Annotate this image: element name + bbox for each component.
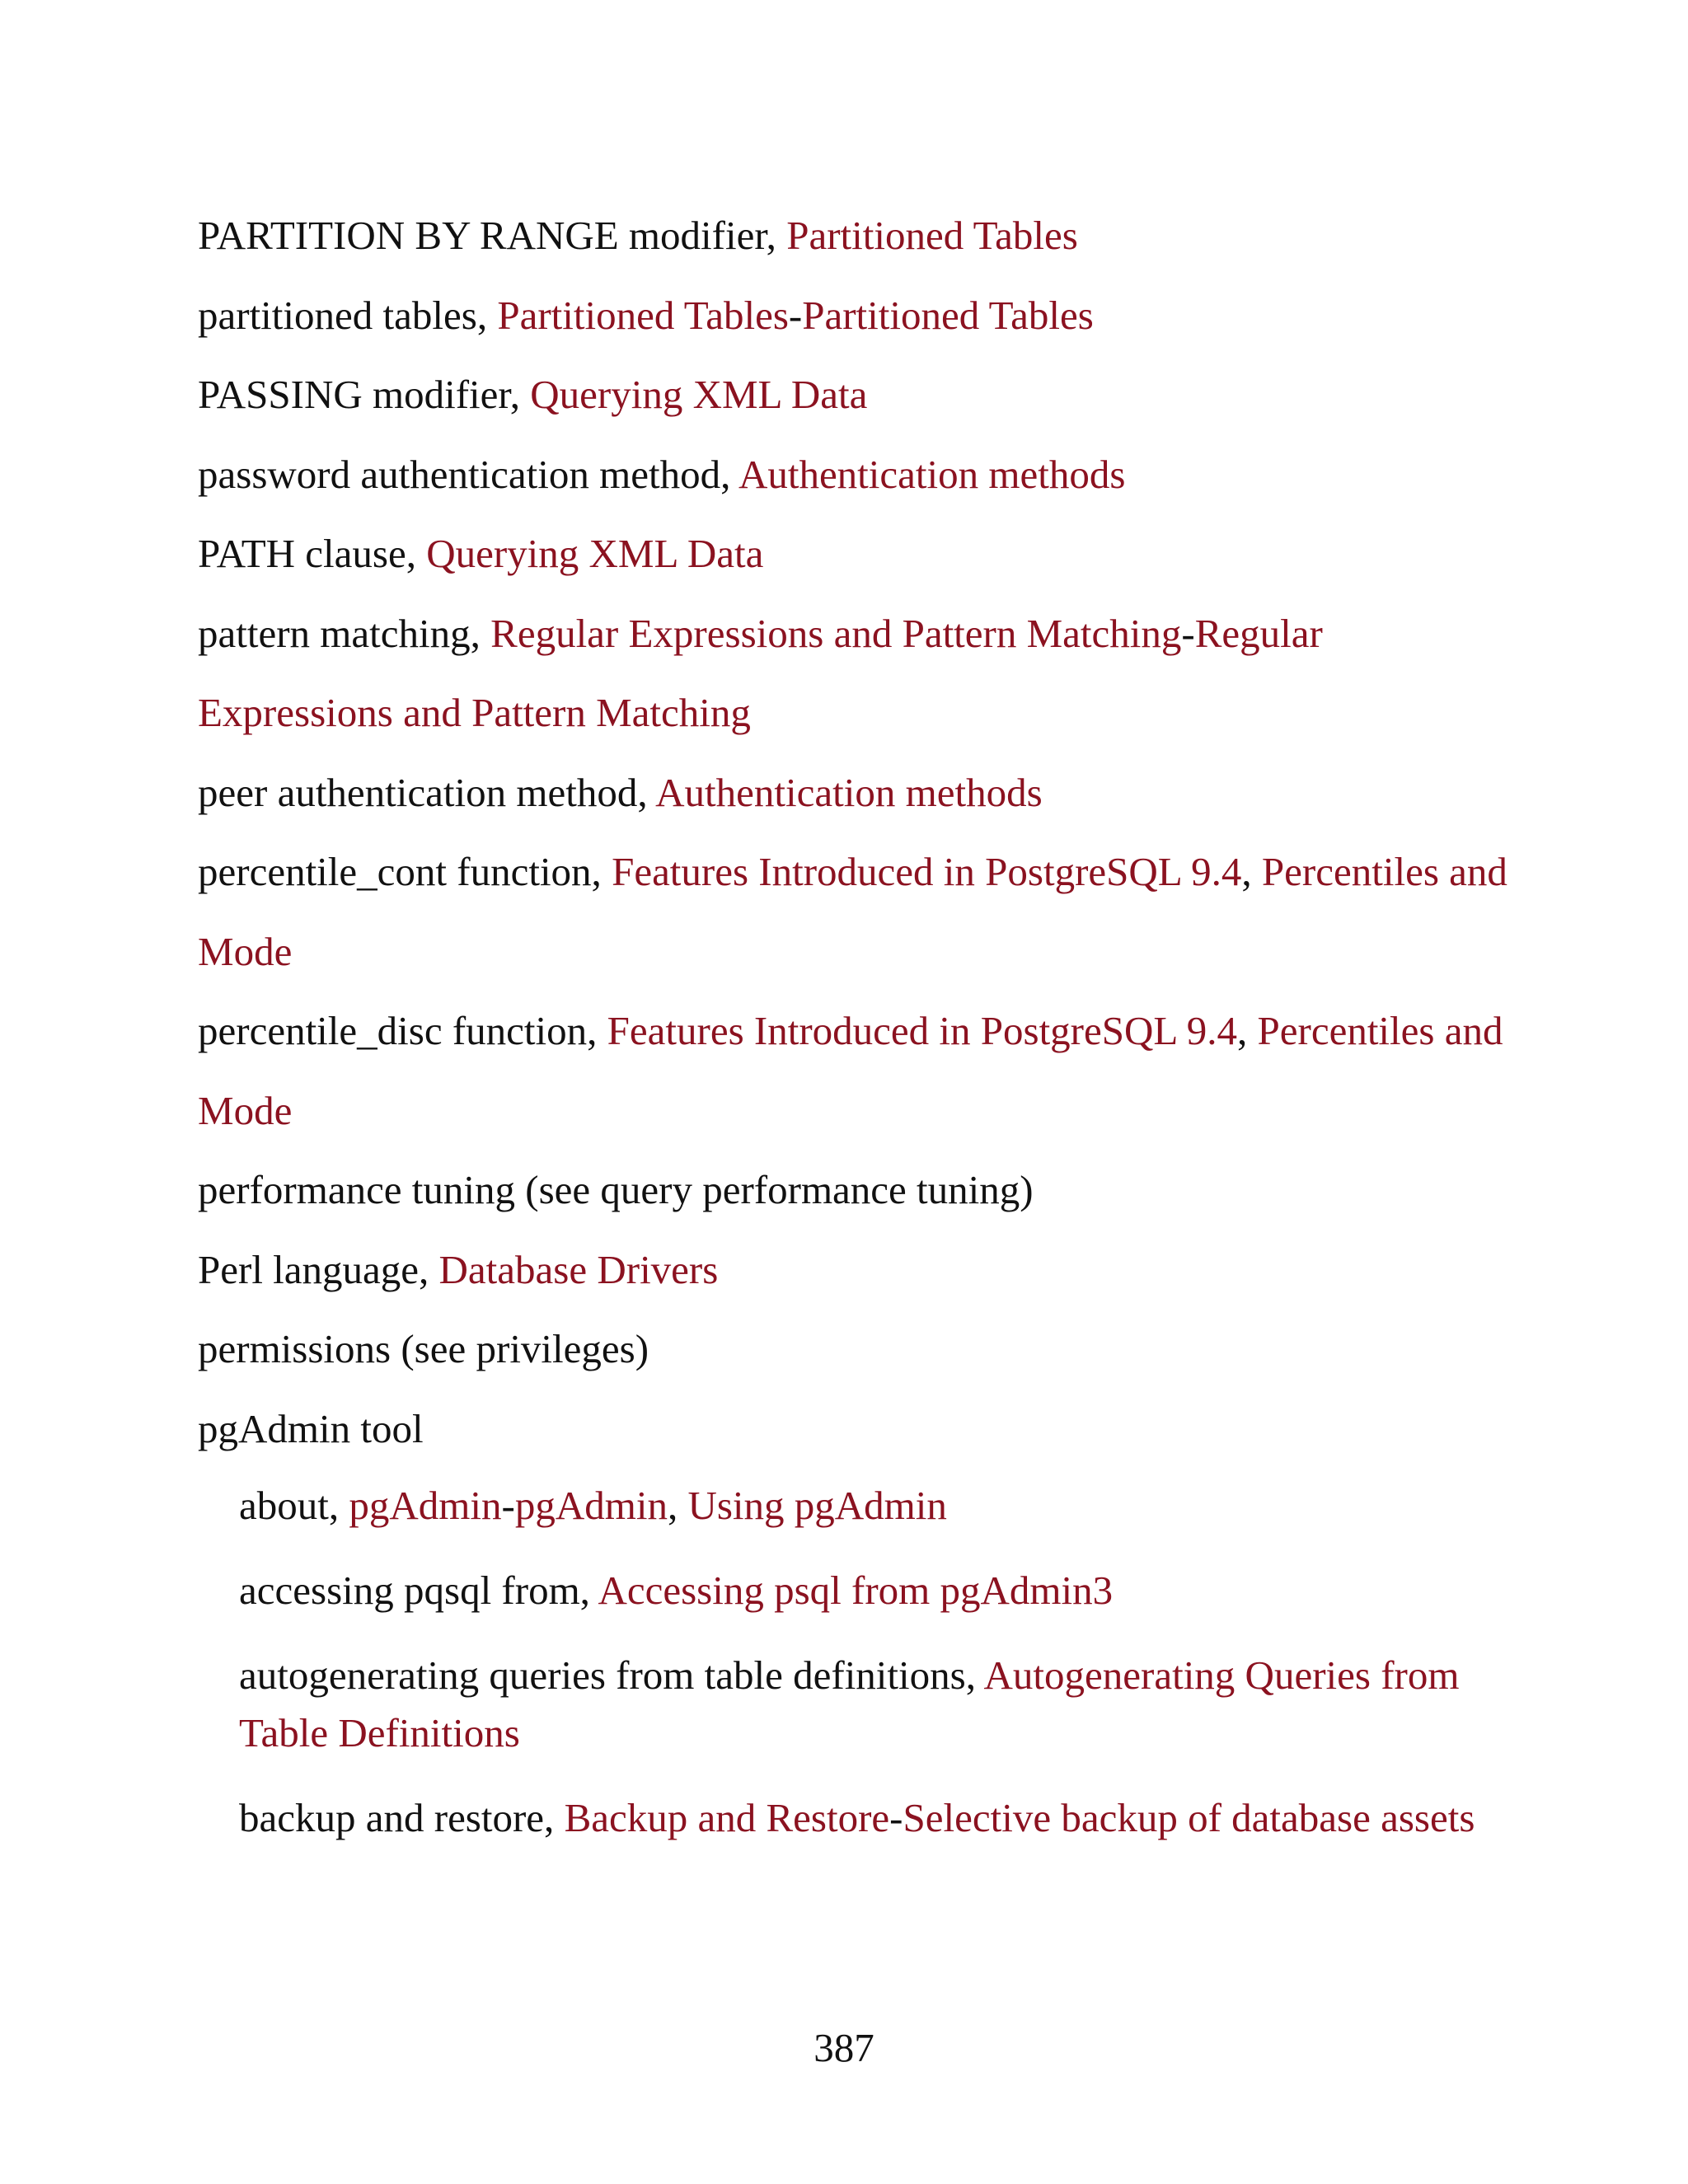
index-link-autogenerating-queries-from-table-defini[interactable]: Autogenerating Queries from Table Definitions	[239, 1652, 1460, 1755]
index-entry-line	[198, 1151, 1517, 1230]
index-entry	[198, 832, 1517, 991]
page-number: 387	[814, 2025, 874, 2070]
index-entry-line	[198, 514, 1517, 594]
index-term: PASSING modifier,	[198, 372, 531, 417]
link-separator: -	[889, 1795, 903, 1840]
link-separator: -	[501, 1483, 515, 1528]
index-entry	[198, 1310, 1517, 1390]
index-entry	[198, 435, 1517, 515]
index-link-database-drivers[interactable]: Database Drivers	[438, 1246, 719, 1292]
index-term: Perl language,	[198, 1246, 439, 1292]
index-entry	[198, 196, 1517, 276]
index-subentry	[239, 1789, 1517, 1847]
index-entry	[198, 1230, 1517, 1310]
index-link-pgadmin[interactable]: pgAdmin	[514, 1483, 668, 1528]
index-entry-list	[198, 196, 1517, 1874]
link-separator: ,	[667, 1483, 688, 1528]
index-link-regular-expressions-and-pattern-matching[interactable]: Regular Expressions and Pattern Matching	[490, 610, 1182, 656]
index-link-percentiles-and-mode[interactable]: Percentiles and Mode	[198, 1008, 1503, 1133]
index-term: accessing pqsql from,	[239, 1568, 598, 1613]
index-entry	[198, 753, 1517, 833]
index-term: backup and restore,	[239, 1795, 565, 1840]
index-link-querying-xml-data[interactable]: Querying XML Data	[426, 531, 764, 576]
index-term: pattern matching,	[198, 610, 491, 656]
index-entry-line	[198, 594, 1517, 753]
index-link-querying-xml-data[interactable]: Querying XML Data	[530, 372, 868, 417]
index-link-partitioned-tables[interactable]: Partitioned Tables	[786, 213, 1078, 258]
index-entry	[198, 514, 1517, 594]
index-entry-line	[198, 753, 1517, 833]
index-entry-line	[198, 435, 1517, 515]
index-entry-line	[198, 1230, 1517, 1310]
index-link-authentication-methods[interactable]: Authentication methods	[655, 769, 1043, 815]
index-link-partitioned-tables[interactable]: Partitioned Tables	[802, 292, 1094, 338]
index-entry	[198, 594, 1517, 753]
index-link-backup-and-restore[interactable]: Backup and Restore	[564, 1795, 890, 1840]
index-term: password authentication method,	[198, 451, 738, 497]
link-separator: ,	[1241, 849, 1262, 894]
index-term: percentile_disc function,	[198, 1008, 607, 1053]
index-entry-line	[198, 196, 1517, 276]
index-subentry	[239, 1562, 1517, 1619]
index-entry-line	[198, 1390, 1517, 1469]
index-link-partitioned-tables[interactable]: Partitioned Tables	[497, 292, 789, 338]
index-term: peer authentication method,	[198, 769, 656, 815]
index-entry-line	[198, 991, 1517, 1151]
index-term: permissions (see privileges)	[198, 1326, 649, 1371]
index-entry	[198, 991, 1517, 1151]
index-term: pgAdmin tool	[198, 1405, 424, 1451]
index-entry	[198, 1390, 1517, 1848]
link-separator: -	[1181, 610, 1195, 656]
link-separator: ,	[1237, 1008, 1258, 1053]
index-subentry	[239, 1477, 1517, 1535]
index-entry	[198, 1151, 1517, 1230]
index-term: PARTITION BY RANGE modifier,	[198, 213, 787, 258]
index-entry-line	[198, 276, 1517, 356]
index-entry	[198, 276, 1517, 356]
index-link-features-introduced-in-postgresql-9-4[interactable]: Features Introduced in PostgreSQL 9.4	[607, 1008, 1237, 1053]
index-term: partitioned tables,	[198, 292, 498, 338]
index-term: performance tuning (see query performance tuning)	[198, 1167, 1034, 1212]
index-link-authentication-methods[interactable]: Authentication methods	[738, 451, 1126, 497]
index-entry	[198, 355, 1517, 435]
index-subentry-list	[198, 1477, 1517, 1847]
index-link-regular-expressions-and-pattern-matching[interactable]: Regular Expressions and Pattern Matching	[198, 610, 1323, 735]
index-entry-line	[198, 355, 1517, 435]
index-link-percentiles-and-mode[interactable]: Percentiles and Mode	[198, 849, 1507, 974]
index-entry-line	[198, 832, 1517, 991]
index-entry-line	[198, 1310, 1517, 1390]
index-link-features-introduced-in-postgresql-9-4[interactable]: Features Introduced in PostgreSQL 9.4	[612, 849, 1242, 894]
index-term: PATH clause,	[198, 531, 427, 576]
index-subentry	[239, 1647, 1517, 1762]
index-link-pgadmin[interactable]: pgAdmin	[349, 1483, 502, 1528]
index-term: about,	[239, 1483, 349, 1528]
index-link-using-pgadmin[interactable]: Using pgAdmin	[687, 1483, 947, 1528]
link-separator: -	[788, 292, 803, 338]
index-term: percentile_cont function,	[198, 849, 612, 894]
index-link-accessing-psql-from-pgadmin3[interactable]: Accessing psql from pgAdmin3	[598, 1568, 1114, 1613]
index-link-selective-backup-of-database-assets[interactable]: Selective backup of database assets	[903, 1795, 1475, 1840]
index-term: autogenerating queries from table definitions,	[239, 1652, 984, 1698]
